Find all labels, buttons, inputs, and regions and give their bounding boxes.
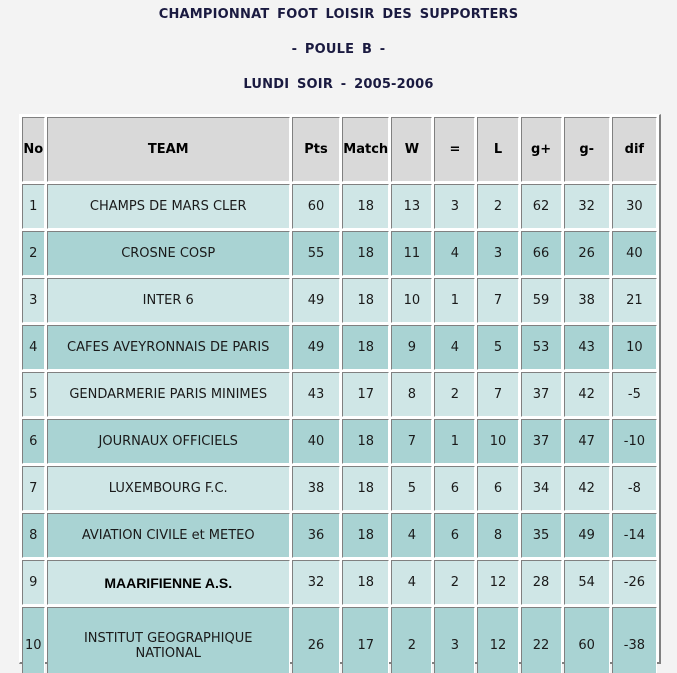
cell-l: 8 (477, 513, 518, 558)
cell-draw: 1 (434, 278, 475, 323)
cell-team: INTER 6 (47, 278, 290, 323)
cell-no: 9 (22, 560, 45, 605)
table-header-row (22, 117, 657, 182)
cell-w: 4 (391, 513, 432, 558)
cell-goals-for: 37 (521, 419, 562, 464)
cell-dif: -10 (612, 419, 657, 464)
cell-goals-against: 32 (564, 184, 610, 229)
cell-match: 17 (342, 372, 389, 417)
cell-pts: 49 (292, 278, 340, 323)
column-header-goals-against: g- (564, 117, 610, 182)
cell-dif: 30 (612, 184, 657, 229)
team-name-line-1: INSTITUT GEOGRAPHIQUE (83, 630, 253, 646)
cell-goals-against: 60 (564, 607, 610, 673)
cell-draw: 6 (434, 513, 475, 558)
cell-team: MAARIFIENNE A.S. (47, 560, 290, 605)
cell-goals-against: 54 (564, 560, 610, 605)
table-row (22, 560, 657, 605)
table-row (22, 466, 657, 511)
cell-goals-against: 42 (564, 372, 610, 417)
cell-goals-for: 22 (521, 607, 562, 673)
cell-match: 18 (342, 278, 389, 323)
cell-dif: -38 (612, 607, 657, 673)
cell-draw: 1 (434, 419, 475, 464)
cell-draw: 4 (434, 231, 475, 276)
cell-goals-against: 49 (564, 513, 610, 558)
cell-no: 4 (22, 325, 45, 370)
table-row (22, 231, 657, 276)
cell-no: 1 (22, 184, 45, 229)
cell-goals-against: 47 (564, 419, 610, 464)
cell-w: 2 (391, 607, 432, 673)
table-row (22, 419, 657, 464)
cell-match: 18 (342, 466, 389, 511)
cell-goals-for: 59 (521, 278, 562, 323)
column-header-l: L (477, 117, 518, 182)
cell-goals-for: 66 (521, 231, 562, 276)
standings-table (20, 115, 659, 673)
cell-dif: 40 (612, 231, 657, 276)
cell-w: 4 (391, 560, 432, 605)
cell-goals-for: 35 (521, 513, 562, 558)
cell-pts: 26 (292, 607, 340, 673)
standings-table-container (19, 114, 661, 664)
cell-w: 8 (391, 372, 432, 417)
cell-pts: 36 (292, 513, 340, 558)
cell-l: 3 (477, 231, 518, 276)
table-row (22, 372, 657, 417)
cell-match: 18 (342, 184, 389, 229)
cell-dif: -14 (612, 513, 657, 558)
column-header-dif: dif (612, 117, 657, 182)
cell-goals-for: 28 (521, 560, 562, 605)
cell-no: 7 (22, 466, 45, 511)
column-header-match: Match (342, 117, 389, 182)
cell-draw: 3 (434, 607, 475, 673)
cell-pts: 38 (292, 466, 340, 511)
cell-w: 13 (391, 184, 432, 229)
table-row (22, 325, 657, 370)
cell-no: 2 (22, 231, 45, 276)
cell-pts: 60 (292, 184, 340, 229)
table-row (22, 184, 657, 229)
cell-goals-for: 34 (521, 466, 562, 511)
cell-draw: 3 (434, 184, 475, 229)
cell-dif: -8 (612, 466, 657, 511)
table-row (22, 513, 657, 558)
cell-w: 9 (391, 325, 432, 370)
cell-no: 10 (22, 607, 45, 673)
cell-pts: 49 (292, 325, 340, 370)
cell-team: AVIATION CIVILE et METEO (47, 513, 290, 558)
cell-l: 7 (477, 372, 518, 417)
cell-team: GENDARMERIE PARIS MINIMES (47, 372, 290, 417)
cell-draw: 2 (434, 372, 475, 417)
cell-dif: -26 (612, 560, 657, 605)
cell-team: LUXEMBOURG F.C. (47, 466, 290, 511)
cell-team: JOURNAUX OFFICIELS (47, 419, 290, 464)
column-header-goals-for: g+ (521, 117, 562, 182)
cell-match: 17 (342, 607, 389, 673)
cell-no: 3 (22, 278, 45, 323)
cell-w: 11 (391, 231, 432, 276)
cell-match: 18 (342, 419, 389, 464)
cell-match: 18 (342, 560, 389, 605)
cell-goals-for: 37 (521, 372, 562, 417)
cell-pts: 55 (292, 231, 340, 276)
cell-l: 2 (477, 184, 518, 229)
cell-match: 18 (342, 325, 389, 370)
cell-team: CAFES AVEYRONNAIS DE PARIS (47, 325, 290, 370)
cell-goals-against: 38 (564, 278, 610, 323)
cell-dif: 10 (612, 325, 657, 370)
cell-draw: 4 (434, 325, 475, 370)
cell-l: 5 (477, 325, 518, 370)
cell-team: CROSNE COSP (47, 231, 290, 276)
table-row (22, 607, 657, 673)
column-header-team: TEAM (47, 117, 290, 182)
cell-no: 8 (22, 513, 45, 558)
cell-l: 6 (477, 466, 518, 511)
column-header-w: W (391, 117, 432, 182)
cell-team: CHAMPS DE MARS CLER (47, 184, 290, 229)
cell-team (47, 607, 290, 673)
cell-goals-for: 53 (521, 325, 562, 370)
cell-no: 5 (22, 372, 45, 417)
column-header-pts: Pts (292, 117, 340, 182)
cell-dif: -5 (612, 372, 657, 417)
table-row (22, 278, 657, 323)
season-title: LUNDI SOIR - 2005-2006 (243, 77, 434, 92)
cell-match: 18 (342, 231, 389, 276)
cell-goals-for: 62 (521, 184, 562, 229)
cell-w: 7 (391, 419, 432, 464)
cell-pts: 40 (292, 419, 340, 464)
cell-l: 7 (477, 278, 518, 323)
column-header-draw: = (434, 117, 475, 182)
cell-dif: 21 (612, 278, 657, 323)
team-name-line-2: NATIONAL (135, 645, 201, 661)
cell-goals-against: 42 (564, 466, 610, 511)
cell-no: 6 (22, 419, 45, 464)
cell-goals-against: 26 (564, 231, 610, 276)
group-title: - POULE B - (291, 42, 386, 57)
cell-w: 5 (391, 466, 432, 511)
cell-w: 10 (391, 278, 432, 323)
column-header-no: No (22, 117, 45, 182)
cell-draw: 2 (434, 560, 475, 605)
cell-pts: 32 (292, 560, 340, 605)
cell-goals-against: 43 (564, 325, 610, 370)
cell-match: 18 (342, 513, 389, 558)
cell-l: 12 (477, 607, 518, 673)
cell-l: 12 (477, 560, 518, 605)
page-title: CHAMPIONNAT FOOT LOISIR DES SUPPORTERS (158, 7, 519, 22)
cell-pts: 43 (292, 372, 340, 417)
cell-draw: 6 (434, 466, 475, 511)
cell-l: 10 (477, 419, 518, 464)
